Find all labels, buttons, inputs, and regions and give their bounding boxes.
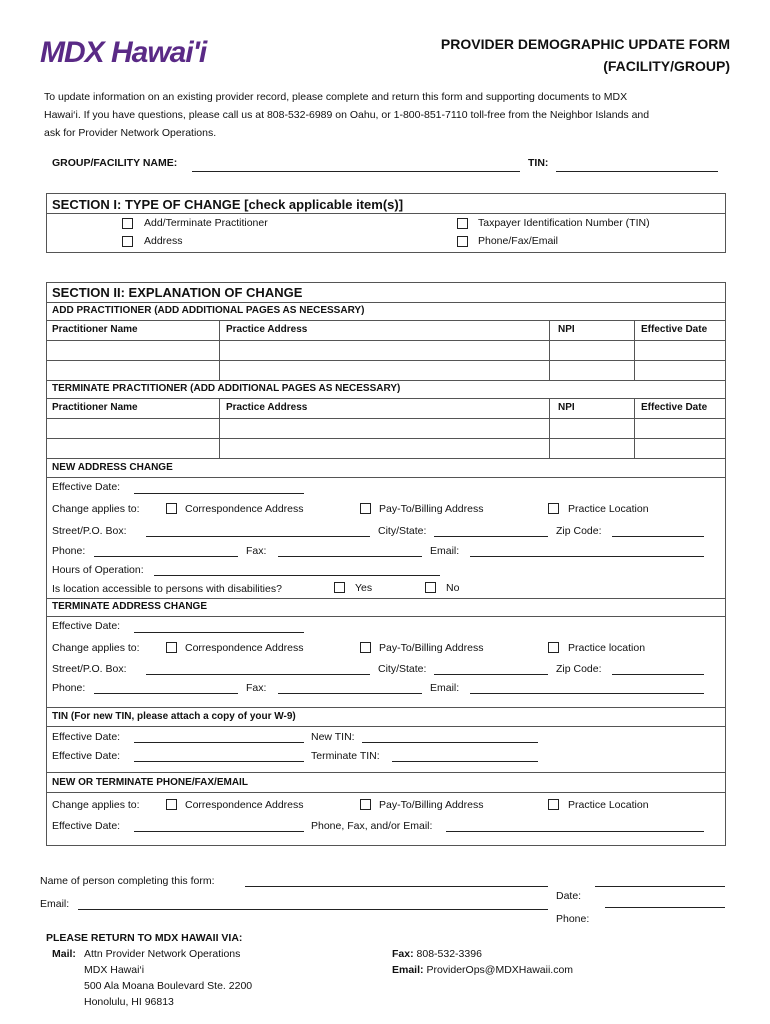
new-addr-practice-checkbox[interactable] xyxy=(548,503,559,514)
pfe-effective-input[interactable] xyxy=(134,831,304,832)
new-addr-effective-input[interactable] xyxy=(134,493,304,494)
term-addr-applies-label: Change applies to: xyxy=(52,642,140,654)
add-col-address: Practice Address xyxy=(226,324,308,335)
term-addr-correspondence-label: Correspondence Address xyxy=(185,642,304,654)
fax-contact-label: Fax: xyxy=(392,948,414,960)
new-addr-phone-input[interactable] xyxy=(94,556,238,557)
term-col-address: Practice Address xyxy=(226,402,308,413)
tin-effective-label-2: Effective Date: xyxy=(52,750,121,762)
new-addr-effective-label: Effective Date: xyxy=(52,481,121,493)
add-col-npi: NPI xyxy=(558,324,575,335)
tin-effective-input-1[interactable] xyxy=(134,742,304,743)
add-table-bottom xyxy=(46,380,726,381)
section2-divider xyxy=(46,302,726,303)
term-table-bottom xyxy=(46,458,726,459)
term-addr-street-label: Street/P.O. Box: xyxy=(52,663,127,675)
pfe-applies-label: Change applies to: xyxy=(52,799,140,811)
mail-line2: MDX Hawai‘i xyxy=(84,964,145,976)
add-practitioner-heading: ADD PRACTITIONER (ADD ADDITIONAL PAGES AS NECESSARY) xyxy=(52,305,365,316)
term-addr-payto-checkbox[interactable] xyxy=(360,642,371,653)
add-row2-top xyxy=(46,360,726,361)
new-addr-city-input[interactable] xyxy=(434,536,548,537)
mdx-hawaii-logo: MDX Hawai'i xyxy=(40,36,207,69)
completer-name-input[interactable] xyxy=(245,886,548,887)
pfe-payto-checkbox[interactable] xyxy=(360,799,371,810)
fax-contact xyxy=(392,948,482,960)
term-addr-fax-input[interactable] xyxy=(278,693,422,694)
intro-text xyxy=(44,88,724,142)
new-tin-label: New TIN: xyxy=(311,731,355,743)
tin-heading: TIN (For new TIN, please attach a copy of your W-9) xyxy=(52,711,296,722)
term-addr-practice-checkbox[interactable] xyxy=(548,642,559,653)
accessible-no-checkbox[interactable] xyxy=(425,582,436,593)
term-row2-top xyxy=(46,438,726,439)
pfe-correspondence-checkbox[interactable] xyxy=(166,799,177,810)
new-addr-email-input[interactable] xyxy=(470,556,704,557)
tin-effective-label-1: Effective Date: xyxy=(52,731,121,743)
completer-email-input[interactable] xyxy=(78,909,548,910)
new-addr-phone-label: Phone: xyxy=(52,545,86,557)
phone-fax-email-label: Phone/Fax/Email xyxy=(478,235,558,247)
hours-label: Hours of Operation: xyxy=(52,564,144,576)
pfe-payto-label: Pay-To/Billing Address xyxy=(379,799,484,811)
date-line-top xyxy=(595,886,725,887)
hours-input[interactable] xyxy=(154,575,440,576)
tin-change-checkbox[interactable] xyxy=(457,218,468,229)
term-addr-correspondence-checkbox[interactable] xyxy=(166,642,177,653)
term-addr-street-input[interactable] xyxy=(146,674,370,675)
new-addr-city-label: City/State: xyxy=(378,525,427,537)
pfe-practice-label: Practice Location xyxy=(568,799,649,811)
new-address-divider xyxy=(46,477,726,478)
term-addr-email-input[interactable] xyxy=(470,693,704,694)
term-addr-payto-label: Pay-To/Billing Address xyxy=(379,642,484,654)
email-contact-value[interactable]: ProviderOps@MDXHawaii.com xyxy=(426,964,574,976)
address-label: Address xyxy=(144,235,183,247)
form-title-line1: PROVIDER DEMOGRAPHIC UPDATE FORM xyxy=(440,36,730,52)
tin-effective-input-2[interactable] xyxy=(134,761,304,762)
address-checkbox[interactable] xyxy=(122,236,133,247)
pfe-heading: NEW OR TERMINATE PHONE/FAX/EMAIL xyxy=(52,777,248,788)
mail-line4: Honolulu, HI 96813 xyxy=(84,996,174,1008)
accessible-label: Is location accessible to persons with disabilities? xyxy=(52,583,282,595)
term-addr-effective-label: Effective Date: xyxy=(52,620,121,632)
intro-line2: Hawai‘i. If you have questions, please call us at 808-532-6989 on Oahu, or 1-800-851-7110 toll-free from the Neighbor Islands and xyxy=(44,109,650,121)
new-address-heading: NEW ADDRESS CHANGE xyxy=(52,462,173,473)
intro-line3: ask for Provider Network Operations. xyxy=(44,127,217,139)
term-addr-fax-label: Fax: xyxy=(246,682,267,694)
new-addr-zip-input[interactable] xyxy=(612,536,704,537)
add-terminate-practitioner-label: Add/Terminate Practitioner xyxy=(144,217,268,229)
section1-divider xyxy=(46,213,726,214)
new-addr-zip-label: Zip Code: xyxy=(556,525,602,537)
pfe-section-top xyxy=(46,772,726,773)
date-input[interactable] xyxy=(605,907,725,908)
term-tin-label: Terminate TIN: xyxy=(311,750,380,762)
term-address-top xyxy=(46,598,726,599)
tin-input[interactable] xyxy=(556,171,718,172)
new-addr-applies-label: Change applies to: xyxy=(52,503,140,515)
add-vline1 xyxy=(219,320,220,380)
pfe-value-label: Phone, Fax, and/or Email: xyxy=(311,820,433,832)
pfe-effective-label: Effective Date: xyxy=(52,820,121,832)
intro-line1: To update information on an existing provider record, please complete and return this form and supporting documents to MDX xyxy=(44,91,628,103)
new-tin-input[interactable] xyxy=(362,742,538,743)
add-col-name: Practitioner Name xyxy=(52,324,138,335)
add-vline3 xyxy=(634,320,635,380)
form-title-line2: (FACILITY/GROUP) xyxy=(603,58,730,74)
email-contact xyxy=(392,964,573,976)
term-table-top xyxy=(46,398,726,399)
group-name-input[interactable] xyxy=(192,171,520,172)
term-addr-zip-input[interactable] xyxy=(612,674,704,675)
term-addr-city-label: City/State: xyxy=(378,663,427,675)
pfe-correspondence-label: Correspondence Address xyxy=(185,799,304,811)
pfe-practice-checkbox[interactable] xyxy=(548,799,559,810)
new-addr-payto-checkbox[interactable] xyxy=(360,503,371,514)
accessible-yes-checkbox[interactable] xyxy=(334,582,345,593)
term-addr-city-input[interactable] xyxy=(434,674,548,675)
term-address-heading: TERMINATE ADDRESS CHANGE xyxy=(52,601,208,612)
new-addr-street-label: Street/P.O. Box: xyxy=(52,525,127,537)
term-addr-phone-label: Phone: xyxy=(52,682,86,694)
add-col-date: Effective Date xyxy=(641,324,708,335)
phone-fax-email-checkbox[interactable] xyxy=(457,236,468,247)
completer-name-label: Name of person completing this form: xyxy=(40,875,215,887)
term-vline3 xyxy=(634,398,635,458)
term-addr-practice-label: Practice location xyxy=(568,642,646,654)
new-addr-correspondence-label: Correspondence Address xyxy=(185,503,304,515)
new-addr-practice-label: Practice Location xyxy=(568,503,649,515)
term-addr-effective-input[interactable] xyxy=(134,632,304,633)
tin-label: TIN: xyxy=(528,157,549,169)
fax-contact-value: 808-532-3396 xyxy=(416,948,482,960)
term-vline2 xyxy=(549,398,550,458)
tin-change-label: Taxpayer Identification Number (TIN) xyxy=(478,217,650,229)
email-contact-label: Email: xyxy=(392,964,424,976)
pfe-value-input[interactable] xyxy=(446,831,704,832)
return-heading: PLEASE RETURN TO MDX HAWAII VIA: xyxy=(46,932,243,944)
pfe-section-divider xyxy=(46,792,726,793)
add-row1-top xyxy=(46,340,726,341)
new-addr-fax-label: Fax: xyxy=(246,545,267,557)
tin-section-divider xyxy=(46,726,726,727)
term-col-date: Effective Date xyxy=(641,402,708,413)
mail-label: Mail: xyxy=(52,948,76,960)
new-addr-payto-label: Pay-To/Billing Address xyxy=(379,503,484,515)
term-address-divider xyxy=(46,616,726,617)
new-addr-street-input[interactable] xyxy=(146,536,370,537)
add-table-top xyxy=(46,320,726,321)
group-name-label: GROUP/FACILITY NAME: xyxy=(52,157,178,169)
new-addr-fax-input[interactable] xyxy=(278,556,422,557)
term-row1-top xyxy=(46,418,726,419)
mail-line3: 500 Ala Moana Boulevard Ste. 2200 xyxy=(84,980,253,992)
add-terminate-practitioner-checkbox[interactable] xyxy=(122,218,133,229)
term-col-npi: NPI xyxy=(558,402,575,413)
tin-section-top xyxy=(46,707,726,708)
add-vline2 xyxy=(549,320,550,380)
term-col-name: Practitioner Name xyxy=(52,402,138,413)
new-addr-email-label: Email: xyxy=(430,545,460,557)
date-label: Date: xyxy=(556,890,582,902)
term-practitioner-heading: TERMINATE PRACTITIONER (ADD ADDITIONAL PAGES AS NECESSARY) xyxy=(52,383,401,394)
accessible-yes-label: Yes xyxy=(355,582,373,594)
completer-email-label: Email: xyxy=(40,898,70,910)
term-addr-email-label: Email: xyxy=(430,682,460,694)
new-addr-correspondence-checkbox[interactable] xyxy=(166,503,177,514)
section2-title: SECTION II: EXPLANATION OF CHANGE xyxy=(52,285,303,300)
term-addr-zip-label: Zip Code: xyxy=(556,663,602,675)
term-addr-phone-input[interactable] xyxy=(94,693,238,694)
mail-line1: Attn Provider Network Operations xyxy=(84,948,241,960)
section1-title: SECTION I: TYPE OF CHANGE [check applicable item(s)] xyxy=(52,197,404,212)
term-vline1 xyxy=(219,398,220,458)
term-tin-input[interactable] xyxy=(392,761,538,762)
accessible-no-label: No xyxy=(446,582,460,594)
phone-label: Phone: xyxy=(556,913,590,925)
